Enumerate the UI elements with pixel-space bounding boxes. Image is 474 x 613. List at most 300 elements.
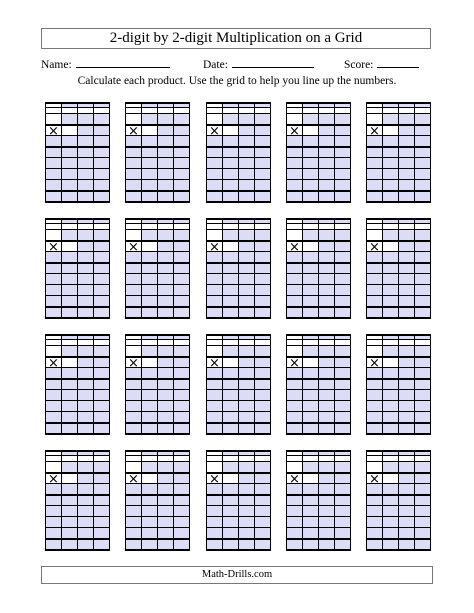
problem-grid-cell-1[interactable] bbox=[45, 102, 109, 201]
shaded-cell bbox=[382, 461, 398, 472]
shaded-cell bbox=[93, 389, 109, 400]
shaded-cell bbox=[238, 295, 254, 306]
grid-vertical-line bbox=[430, 334, 431, 433]
grid-horizontal-line bbox=[206, 306, 271, 308]
grid-horizontal-line bbox=[286, 317, 351, 319]
shaded-cell bbox=[286, 295, 302, 306]
grid-vertical-line bbox=[93, 102, 94, 201]
shaded-cell bbox=[238, 179, 254, 190]
shaded-cell bbox=[318, 251, 334, 262]
shaded-cell bbox=[398, 284, 414, 295]
shaded-cell bbox=[125, 400, 141, 411]
shaded-cell bbox=[141, 273, 157, 284]
shaded-cell bbox=[157, 229, 173, 240]
grid-vertical-line bbox=[238, 102, 239, 201]
shaded-cell bbox=[125, 505, 141, 516]
shaded-cell bbox=[173, 483, 189, 494]
shaded-cell bbox=[222, 135, 238, 146]
grid-horizontal-line bbox=[286, 411, 351, 412]
shaded-cell bbox=[238, 229, 254, 240]
shaded-cell bbox=[173, 295, 189, 306]
multiplication-sign: × bbox=[48, 240, 59, 255]
shaded-cell bbox=[318, 527, 334, 538]
grid-vertical-line bbox=[61, 450, 62, 549]
grid-horizontal-line bbox=[45, 273, 110, 274]
shaded-cell bbox=[334, 229, 350, 240]
grid-vertical-line bbox=[350, 102, 351, 201]
grid-horizontal-line bbox=[286, 389, 351, 390]
grid-horizontal-line bbox=[45, 306, 110, 308]
shaded-cell bbox=[238, 516, 254, 527]
grid-horizontal-line bbox=[206, 549, 271, 551]
shaded-cell bbox=[334, 113, 350, 124]
grid-horizontal-line bbox=[125, 102, 190, 104]
shaded-cell bbox=[206, 295, 222, 306]
grid-vertical-line bbox=[382, 218, 383, 317]
shaded-cell bbox=[334, 284, 350, 295]
shaded-cell bbox=[398, 411, 414, 422]
grid-horizontal-line bbox=[45, 400, 110, 401]
shaded-cell bbox=[61, 295, 77, 306]
shaded-cell bbox=[334, 157, 350, 168]
problem-grid-cell-8[interactable] bbox=[206, 218, 270, 317]
shaded-cell bbox=[334, 367, 350, 378]
grid-horizontal-line bbox=[125, 157, 190, 158]
shaded-cell bbox=[318, 135, 334, 146]
grid-horizontal-line bbox=[286, 113, 351, 114]
grid-horizontal-line bbox=[206, 317, 271, 319]
shaded-cell bbox=[382, 483, 398, 494]
header-line bbox=[125, 223, 190, 224]
grid-horizontal-line bbox=[206, 295, 271, 296]
shaded-cell bbox=[61, 516, 77, 527]
problem-grid-cell-18[interactable] bbox=[206, 450, 270, 549]
shaded-cell bbox=[222, 345, 238, 356]
shaded-cell bbox=[382, 179, 398, 190]
grid-horizontal-line bbox=[366, 146, 431, 148]
header-line bbox=[206, 339, 271, 340]
grid-vertical-line bbox=[222, 334, 223, 433]
grid-horizontal-line bbox=[366, 273, 431, 274]
header-line bbox=[286, 107, 351, 108]
shaded-cell bbox=[414, 527, 430, 538]
grid-horizontal-line bbox=[366, 179, 431, 180]
shaded-cell bbox=[206, 168, 222, 179]
shaded-cell bbox=[93, 400, 109, 411]
grid-vertical-line bbox=[206, 334, 207, 433]
shaded-cell bbox=[302, 483, 318, 494]
grid-vertical-line bbox=[189, 450, 190, 549]
shaded-cell bbox=[366, 505, 382, 516]
grid-horizontal-line bbox=[366, 317, 431, 319]
shaded-cell bbox=[157, 113, 173, 124]
grid-vertical-line bbox=[109, 334, 110, 433]
grid-horizontal-line bbox=[45, 168, 110, 169]
grid-vertical-line bbox=[318, 334, 319, 433]
shaded-cell bbox=[366, 179, 382, 190]
shaded-cell bbox=[254, 157, 270, 168]
shaded-cell bbox=[93, 273, 109, 284]
shaded-cell bbox=[334, 527, 350, 538]
problem-grid-cell-13[interactable] bbox=[206, 334, 270, 433]
shaded-cell bbox=[93, 483, 109, 494]
header-line bbox=[206, 107, 271, 108]
shaded-cell bbox=[61, 389, 77, 400]
shaded-cell bbox=[398, 251, 414, 262]
grid-horizontal-line bbox=[286, 306, 351, 308]
shaded-cell bbox=[302, 157, 318, 168]
multiplication-sign: × bbox=[289, 240, 300, 255]
shaded-cell bbox=[318, 273, 334, 284]
grid-horizontal-line bbox=[45, 317, 110, 319]
shaded-cell bbox=[382, 367, 398, 378]
grid-horizontal-line bbox=[286, 190, 351, 192]
grid-horizontal-line bbox=[206, 334, 271, 336]
grid-horizontal-line bbox=[125, 505, 190, 506]
problem-grid-cell-6[interactable] bbox=[45, 218, 109, 317]
shaded-cell bbox=[77, 483, 93, 494]
shaded-cell bbox=[141, 483, 157, 494]
shaded-cell bbox=[61, 273, 77, 284]
grid-horizontal-line bbox=[286, 527, 351, 528]
shaded-cell bbox=[173, 345, 189, 356]
grid-vertical-line bbox=[318, 102, 319, 201]
shaded-cell bbox=[222, 295, 238, 306]
grid-horizontal-line bbox=[45, 146, 110, 148]
shaded-cell bbox=[157, 345, 173, 356]
shaded-cell bbox=[93, 157, 109, 168]
header-line bbox=[286, 339, 351, 340]
shaded-cell bbox=[334, 389, 350, 400]
problem-grid-cell-10[interactable] bbox=[366, 218, 430, 317]
shaded-cell bbox=[334, 179, 350, 190]
shaded-cell bbox=[125, 179, 141, 190]
shaded-cell bbox=[382, 168, 398, 179]
shaded-cell bbox=[302, 516, 318, 527]
grid-horizontal-line bbox=[206, 284, 271, 285]
grid-horizontal-line bbox=[45, 229, 110, 230]
grid-horizontal-line bbox=[125, 538, 190, 540]
grid-horizontal-line bbox=[206, 516, 271, 517]
shaded-cell bbox=[222, 505, 238, 516]
shaded-cell bbox=[254, 389, 270, 400]
shaded-cell bbox=[238, 157, 254, 168]
grid-horizontal-line bbox=[286, 262, 351, 264]
grid-vertical-line bbox=[350, 450, 351, 549]
shaded-cell bbox=[366, 400, 382, 411]
shaded-cell bbox=[222, 179, 238, 190]
shaded-cell bbox=[45, 157, 61, 168]
shaded-cell bbox=[125, 516, 141, 527]
problem-grid-cell-4[interactable] bbox=[286, 102, 350, 201]
grid-vertical-line bbox=[157, 450, 158, 549]
problem-grid-cell-20[interactable] bbox=[366, 450, 430, 549]
shaded-cell bbox=[93, 251, 109, 262]
shaded-cell bbox=[93, 284, 109, 295]
grid-horizontal-line bbox=[206, 450, 271, 452]
shaded-cell bbox=[318, 483, 334, 494]
grid-horizontal-line bbox=[206, 113, 271, 114]
shaded-cell bbox=[366, 284, 382, 295]
problem-grid-cell-19[interactable] bbox=[286, 450, 350, 549]
grid-horizontal-line bbox=[125, 400, 190, 401]
shaded-cell bbox=[318, 168, 334, 179]
shaded-cell bbox=[173, 516, 189, 527]
shaded-cell bbox=[398, 157, 414, 168]
grid-horizontal-line bbox=[286, 494, 351, 496]
shaded-cell bbox=[173, 527, 189, 538]
grid-horizontal-line bbox=[206, 179, 271, 180]
grid-vertical-line bbox=[286, 218, 287, 317]
grid-vertical-line bbox=[334, 102, 335, 201]
grid-horizontal-line bbox=[45, 378, 110, 380]
grid-vertical-line bbox=[302, 450, 303, 549]
grid-horizontal-line bbox=[366, 422, 431, 424]
shaded-cell bbox=[382, 516, 398, 527]
grid-horizontal-line bbox=[366, 461, 431, 462]
grid-horizontal-line bbox=[125, 389, 190, 390]
problem-grid-cell-17[interactable] bbox=[125, 450, 189, 549]
shaded-cell bbox=[61, 461, 77, 472]
problem-grid-cell-11[interactable] bbox=[45, 334, 109, 433]
grid-vertical-line bbox=[93, 334, 94, 433]
shaded-cell bbox=[254, 251, 270, 262]
shaded-cell bbox=[77, 229, 93, 240]
shaded-cell bbox=[318, 400, 334, 411]
shaded-cell bbox=[157, 135, 173, 146]
shaded-cell bbox=[238, 168, 254, 179]
shaded-cell bbox=[254, 295, 270, 306]
footer-text: Math-Drills.com bbox=[201, 569, 273, 580]
shaded-cell bbox=[61, 527, 77, 538]
grid-horizontal-line bbox=[45, 389, 110, 390]
shaded-cell bbox=[414, 113, 430, 124]
grid-horizontal-line bbox=[206, 378, 271, 380]
shaded-cell bbox=[206, 527, 222, 538]
grid-vertical-line bbox=[157, 102, 158, 201]
shaded-cell bbox=[318, 295, 334, 306]
grid-horizontal-line bbox=[366, 378, 431, 380]
grid-vertical-line bbox=[141, 102, 142, 201]
grid-vertical-line bbox=[189, 334, 190, 433]
shaded-cell bbox=[318, 229, 334, 240]
shaded-cell bbox=[173, 389, 189, 400]
name-label: Name: bbox=[41, 59, 72, 71]
grid-horizontal-line bbox=[366, 345, 431, 346]
grid-vertical-line bbox=[206, 102, 207, 201]
shaded-cell bbox=[414, 411, 430, 422]
shaded-cell bbox=[77, 179, 93, 190]
grid-vertical-line bbox=[414, 334, 415, 433]
grid-horizontal-line bbox=[286, 461, 351, 462]
shaded-cell bbox=[173, 505, 189, 516]
grid-horizontal-line bbox=[45, 422, 110, 424]
grid-horizontal-line bbox=[45, 516, 110, 517]
grid-vertical-line bbox=[45, 102, 46, 201]
shaded-cell bbox=[254, 516, 270, 527]
problem-grid-cell-9[interactable] bbox=[286, 218, 350, 317]
shaded-cell bbox=[302, 295, 318, 306]
shaded-cell bbox=[173, 135, 189, 146]
shaded-cell bbox=[414, 345, 430, 356]
shaded-cell bbox=[366, 389, 382, 400]
shaded-cell bbox=[61, 168, 77, 179]
grid-vertical-line bbox=[238, 218, 239, 317]
grid-vertical-line bbox=[350, 334, 351, 433]
grid-vertical-line bbox=[77, 218, 78, 317]
grid-vertical-line bbox=[45, 450, 46, 549]
problem-grid-cell-15[interactable] bbox=[366, 334, 430, 433]
problem-grid-cell-7[interactable] bbox=[125, 218, 189, 317]
grid-horizontal-line bbox=[206, 345, 271, 346]
shaded-cell bbox=[318, 284, 334, 295]
grid-horizontal-line bbox=[45, 295, 110, 296]
shaded-cell bbox=[141, 135, 157, 146]
multiplication-sign: × bbox=[48, 124, 59, 139]
shaded-cell bbox=[157, 483, 173, 494]
problem-grid-cell-5[interactable] bbox=[366, 102, 430, 201]
shaded-cell bbox=[382, 135, 398, 146]
shaded-cell bbox=[173, 461, 189, 472]
shaded-cell bbox=[414, 135, 430, 146]
shaded-cell bbox=[254, 367, 270, 378]
grid-vertical-line bbox=[125, 102, 126, 201]
grid-vertical-line bbox=[189, 218, 190, 317]
shaded-cell bbox=[302, 367, 318, 378]
shaded-cell bbox=[125, 295, 141, 306]
problem-grid-cell-3[interactable] bbox=[206, 102, 270, 201]
shaded-cell bbox=[77, 284, 93, 295]
shaded-cell bbox=[302, 345, 318, 356]
header-line bbox=[286, 223, 351, 224]
shaded-cell bbox=[382, 273, 398, 284]
shaded-cell bbox=[45, 516, 61, 527]
grid-vertical-line bbox=[270, 218, 271, 317]
shaded-cell bbox=[173, 400, 189, 411]
grid-vertical-line bbox=[286, 102, 287, 201]
grid-horizontal-line bbox=[286, 295, 351, 296]
shaded-cell bbox=[238, 483, 254, 494]
shaded-cell bbox=[414, 389, 430, 400]
shaded-cell bbox=[286, 168, 302, 179]
grid-vertical-line bbox=[238, 450, 239, 549]
grid-vertical-line bbox=[398, 450, 399, 549]
shaded-cell bbox=[302, 251, 318, 262]
grid-horizontal-line bbox=[45, 334, 110, 336]
grid-horizontal-line bbox=[125, 179, 190, 180]
grid-horizontal-line bbox=[366, 201, 431, 203]
shaded-cell bbox=[222, 251, 238, 262]
grid-horizontal-line bbox=[125, 317, 190, 319]
header-line bbox=[45, 107, 110, 108]
shaded-cell bbox=[222, 461, 238, 472]
grid-horizontal-line bbox=[366, 494, 431, 496]
problem-grid-cell-12[interactable] bbox=[125, 334, 189, 433]
shaded-cell bbox=[173, 251, 189, 262]
shaded-cell bbox=[398, 483, 414, 494]
shaded-cell bbox=[125, 157, 141, 168]
shaded-cell bbox=[93, 295, 109, 306]
shaded-cell bbox=[173, 179, 189, 190]
shaded-cell bbox=[222, 113, 238, 124]
problem-grid-cell-14[interactable] bbox=[286, 334, 350, 433]
shaded-cell bbox=[334, 505, 350, 516]
grid-vertical-line bbox=[222, 102, 223, 201]
grid-horizontal-line bbox=[45, 179, 110, 180]
grid-vertical-line bbox=[382, 102, 383, 201]
grid-horizontal-line bbox=[366, 334, 431, 336]
problem-grid-cell-16[interactable] bbox=[45, 450, 109, 549]
grid-horizontal-line bbox=[125, 549, 190, 551]
shaded-cell bbox=[206, 516, 222, 527]
header-line bbox=[45, 339, 110, 340]
shaded-cell bbox=[157, 389, 173, 400]
shaded-cell bbox=[77, 400, 93, 411]
shaded-cell bbox=[334, 483, 350, 494]
shaded-cell bbox=[141, 284, 157, 295]
grid-horizontal-line bbox=[45, 345, 110, 346]
grid-horizontal-line bbox=[45, 505, 110, 506]
grid-vertical-line bbox=[382, 334, 383, 433]
shaded-cell bbox=[382, 295, 398, 306]
shaded-cell bbox=[125, 389, 141, 400]
shaded-cell bbox=[382, 389, 398, 400]
shaded-cell bbox=[398, 179, 414, 190]
shaded-cell bbox=[318, 179, 334, 190]
shaded-cell bbox=[93, 168, 109, 179]
shaded-cell bbox=[77, 295, 93, 306]
shaded-cell bbox=[398, 295, 414, 306]
grid-horizontal-line bbox=[125, 218, 190, 220]
shaded-cell bbox=[238, 400, 254, 411]
grid-vertical-line bbox=[173, 450, 174, 549]
problem-grid-cell-2[interactable] bbox=[125, 102, 189, 201]
shaded-cell bbox=[302, 284, 318, 295]
grid-horizontal-line bbox=[286, 400, 351, 401]
shaded-cell bbox=[366, 411, 382, 422]
grid-horizontal-line bbox=[125, 461, 190, 462]
grid-vertical-line bbox=[302, 218, 303, 317]
shaded-cell bbox=[141, 157, 157, 168]
header-line bbox=[286, 455, 351, 456]
shaded-cell bbox=[141, 251, 157, 262]
shaded-cell bbox=[157, 168, 173, 179]
grid-horizontal-line bbox=[125, 190, 190, 192]
grid-horizontal-line bbox=[45, 461, 110, 462]
grid-horizontal-line bbox=[206, 400, 271, 401]
shaded-cell bbox=[414, 400, 430, 411]
grid-horizontal-line bbox=[206, 461, 271, 462]
instructions: Calculate each product. Use the grid to help you line up the numbers. bbox=[77, 75, 397, 87]
shaded-cell bbox=[318, 389, 334, 400]
shaded-cell bbox=[238, 273, 254, 284]
shaded-cell bbox=[334, 400, 350, 411]
grid-horizontal-line bbox=[286, 201, 351, 203]
shaded-cell bbox=[398, 461, 414, 472]
shaded-cell bbox=[222, 157, 238, 168]
grid-horizontal-line bbox=[286, 345, 351, 346]
multiplication-sign: × bbox=[128, 356, 139, 371]
grid-vertical-line bbox=[157, 334, 158, 433]
shaded-cell bbox=[334, 516, 350, 527]
shaded-cell bbox=[93, 411, 109, 422]
shaded-cell bbox=[286, 273, 302, 284]
shaded-cell bbox=[398, 168, 414, 179]
grid-horizontal-line bbox=[45, 494, 110, 496]
grid-horizontal-line bbox=[286, 229, 351, 230]
shaded-cell bbox=[254, 505, 270, 516]
shaded-cell bbox=[141, 411, 157, 422]
